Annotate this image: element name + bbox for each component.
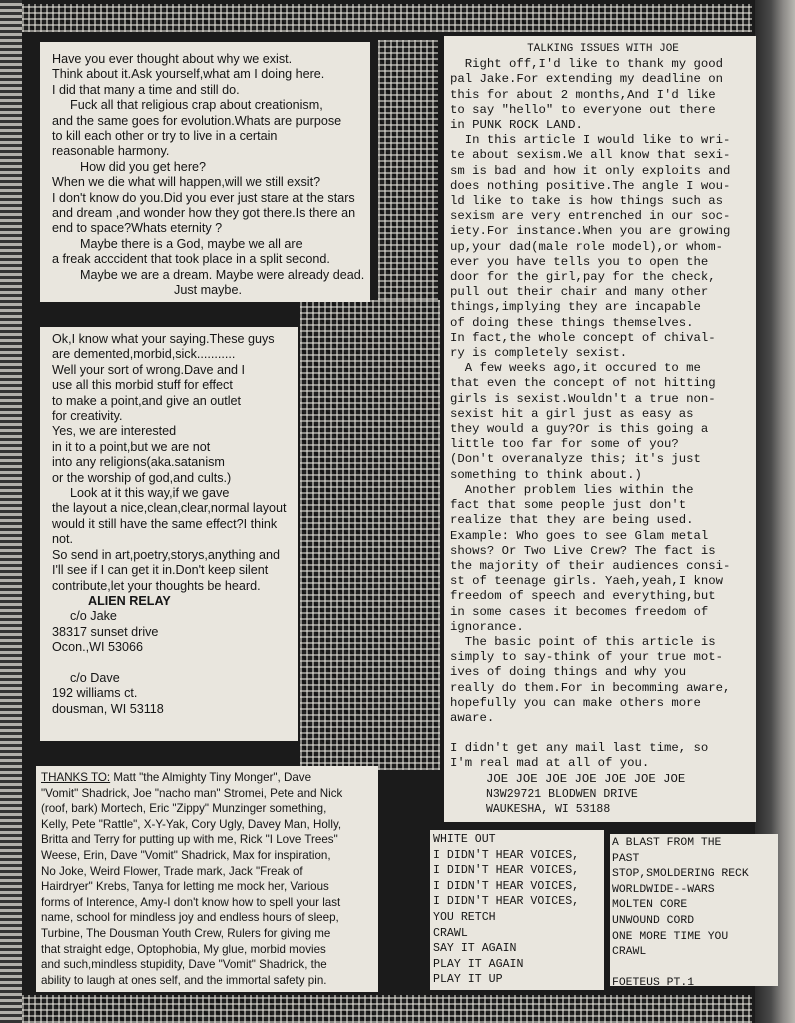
song-title: YOU RETCH [433,910,496,924]
address-line: c/o Jake [70,609,117,624]
article-line: realize that they are being used. [450,513,694,528]
response-line: would it still have the same effect?I think [52,516,278,531]
article-line: ry is completely sexist. [450,346,628,361]
song-title: MOLTEN CORE [612,899,688,912]
response-line: contribute,let your thoughts be heard. [52,578,261,593]
top-texture-band [22,4,752,32]
response-line: to make a point,and give an outlet [52,393,242,408]
relay-title: ALIEN RELAY [88,593,171,608]
thanks-line: Hairdryer" Krebs, Tanya for letting me mock her, Various [41,880,329,894]
article-address-line: N3W29721 BLODWEN DRIVE [486,787,638,801]
article-title: TALKING ISSUES WITH JOE [527,43,679,55]
song-title: ONE MORE TIME YOU [612,930,729,943]
response-line: not. [52,532,74,547]
thanks-line: Kelly, Pete "Rattle", X-Y-Yak, Cory Ugly, Davey Man, Holly, [41,817,342,831]
article-line: to say "hello" to everyone out there [450,102,716,117]
intro-line: a freak acccident that took place in a split second. [52,252,330,267]
song-title: I DIDN'T HEAR VOICES, [433,864,580,878]
thanks-line: name, school for mindless joy and endless hours of sleep, [41,911,339,925]
address-line: c/o Dave [70,670,120,685]
bottom-texture-band [22,995,752,1023]
article-line: of doing these things themselves. [450,315,694,330]
upper-center-texture [378,40,438,300]
song-title: PLAY IT UP [433,973,503,987]
intro-line: end to space?Whats eternity ? [52,221,223,236]
article-line: te about sexism.We all know that sexi- [450,148,731,163]
thanks-line: No Joke, Weird Flower, Trade mark, Jack "Freak of [41,864,303,878]
thanks-panel [36,766,378,992]
response-line: I'll see if I can get it in.Don't keep silent [52,563,269,578]
thanks-label: THANKS TO: [41,771,111,784]
playlist-left-list [433,832,604,988]
article-line: st of teenage girls. Yaeh,yeah,I know [450,574,724,589]
playlist-left-panel [430,830,604,990]
article-line: door for the girl,pay for the check, [450,270,716,285]
article-body [450,57,756,771]
intro-line: Fuck all that religious crap about creationism, [70,98,323,113]
article-line: Right off,I'd like to thank my good [450,57,724,72]
thanks-line: that straight edge, Optophobia, My glue, morbid movies [41,942,326,956]
intro-panel [40,42,370,302]
article-line: A few weeks ago,it occured to me [450,361,701,376]
article-line: The basic point of this article is [450,634,716,649]
response-line: Yes, we are interested [52,424,177,439]
intro-line: and the same goes for evolution.Whats are purpose [52,113,342,128]
intro-line: Maybe there is a God, maybe we all are [80,236,303,251]
thanks-line: Britta and Terry for putting up with me, Rick "I Love Trees" [41,833,338,847]
song-title: SAY IT AGAIN [433,942,517,956]
article-address-line: WAUKESHA, WI 53188 [486,802,611,816]
article-line: I'm real mad at all of you. [450,756,650,771]
address-line: 192 williams ct. [52,686,138,701]
article-line: hopefully you can make others more [450,695,701,710]
song-title: I DIDN'T HEAR VOICES, [433,848,580,862]
response-line: are demented,morbid,sick........... [52,347,236,362]
intro-line: and dream ,and wonder how they got there.Is there an [52,206,356,221]
article-panel [444,36,756,822]
article-line: pull out their chair and many other [450,285,709,300]
article-line: iety.For instance.When you are growing [450,224,731,239]
thanks-line: Matt "the Almighty Tiny Monger", Dave [110,771,312,784]
address-line: dousman, WI 53118 [52,701,164,716]
article-line: the majority of their audiences consi- [450,558,731,573]
address-line: Ocon.,WI 53066 [52,640,144,655]
article-signature: JOE JOE JOE JOE JOE JOE JOE [486,771,686,786]
song-title: CRAWL [433,926,468,940]
response-line: the layout a nice,clean,clear,normal layout [52,501,287,516]
thanks-line: Turbine, The Dousman Youth Crew, Rulers for giving me [41,926,331,940]
response-line: So send in art,poetry,storys,anything and [52,547,280,562]
article-line: simply to say-think of your true mot- [450,650,724,665]
thanks-line: (roof, bark) Mortech, Eric "Zippy" Munzinger something, [41,802,327,816]
response-line: into any religions(aka.satanism [52,455,225,470]
article-line: (Don't overanalyze this; it's just [450,452,701,467]
intro-line: I did that many a time and still do. [52,82,240,97]
article-line: aware. [450,710,495,725]
song-title: A BLAST FROM THE [612,837,722,849]
playlist-right-panel [610,834,778,986]
intro-line: Think about it.Ask yourself,what am I doing here. [52,67,325,82]
article-line: freedom of speech and everything,but [450,589,716,604]
intro-line: Have you ever thought about why we exist. [52,52,293,66]
response-line: Ok,I know what your saying.These guys [52,332,275,346]
page-edge-left [0,0,22,1023]
response-line: Look at it this way,if we gave [70,486,230,501]
article-line: pal Jake.For extending my deadline on [450,72,724,87]
song-title: UNWOUND CORD [612,914,695,927]
intro-line: to kill each other or try to live in a certain [52,129,278,144]
article-line: in PUNK ROCK LAND. [450,118,583,133]
article-line: In fact,the whole concept of chival- [450,330,716,345]
response-line: in it to a point,but we are not [52,439,211,454]
song-title: I DIDN'T HEAR VOICES, [433,895,580,909]
address-line: 38317 sunset drive [52,624,159,639]
article-line: really do them.For in becomming aware, [450,680,731,695]
article-line: that even the concept of not hitting [450,376,716,391]
article-line: fact that some people just don't [450,498,687,513]
song-title: WORLDWIDE--WARS [612,883,715,896]
center-texture-column [300,300,440,770]
article-line: sm is bad and how it only exploits and [450,163,731,178]
thanks-line: "Vomit" Shadrick, Joe "nacho man" Stromei, Pete and Nick [41,786,343,800]
article-line: In this article I would like to wri- [450,133,731,148]
article-line: does nothing positive.The angle I wou- [450,178,731,193]
song-title: FOETEUS PT.1 [612,976,695,986]
response-line: or the worship of god,and cults.) [52,470,232,485]
article-line: I didn't get any mail last time, so [450,741,709,756]
article-line: this for about 2 months,And I'd like [450,87,716,102]
article-line: in some cases it becomes freedom of [450,604,709,619]
song-title [612,961,778,976]
response-line: for creativity. [52,409,123,424]
article-line: ld like to take is how things such as [450,194,724,209]
song-title: PAST [612,852,640,865]
thanks-line: Weese, Erin, Dave "Vomit" Shadrick, Max for inspiration, [41,848,331,862]
article-line: sexism are very entrenched in our soc- [450,209,731,224]
response-line: Well your sort of wrong.Dave and I [52,362,245,377]
article-line: girls is sexist.Wouldn't a true non- [450,391,716,406]
article-line: ives of doing things and why you [450,665,687,680]
address-line [52,656,294,671]
article-line: something to think about.) [450,467,642,482]
intro-line: How did you get here? [80,159,207,174]
intro-line: Maybe we are a dream. Maybe were already dead. [80,267,365,282]
article-line: up,your dad(male role model),or whom- [450,239,724,254]
song-title: STOP,SMOLDERING RECK [612,868,749,881]
intro-line: Just maybe. [174,283,242,298]
song-title: WHITE OUT [433,833,496,846]
article-line: things,implying they are incapable [450,300,701,315]
thanks-line: forms of Interence, Amy-I don't know how to spell your last [41,895,341,909]
song-title: CRAWL [612,946,647,959]
thanks-line: ability to laugh at ones self, and the immortal safety pin. [41,973,327,987]
article-line: Example: Who goes to see Glam metal [450,528,709,543]
article-line: they would a guy?Or is this going a [450,422,709,437]
article-line: sexist hit a girl just as easy as [450,406,694,421]
response-line: use all this morbid stuff for effect [52,378,233,393]
intro-line: reasonable harmony. [52,144,170,159]
playlist-right-list [612,836,778,986]
article-line [450,726,756,741]
thanks-line: and such,mindless stupidity, Dave "Vomit" Shadrick, the [41,958,327,972]
article-line: ever you have tells you to open the [450,254,709,269]
response-panel [40,327,298,741]
song-title: I DIDN'T HEAR VOICES, [433,879,580,893]
intro-line: When we die what will happen,will we still exsit? [52,175,321,190]
article-line: shows? Or Two Live Crew? The fact is [450,543,716,558]
article-line: Another problem lies within the [450,482,694,497]
article-line: ignorance. [450,619,524,634]
song-title: PLAY IT AGAIN [433,957,524,971]
intro-line: I don't know do you.Did you ever just stare at the stars [52,190,355,205]
article-line: little too far for some of you? [450,437,679,452]
